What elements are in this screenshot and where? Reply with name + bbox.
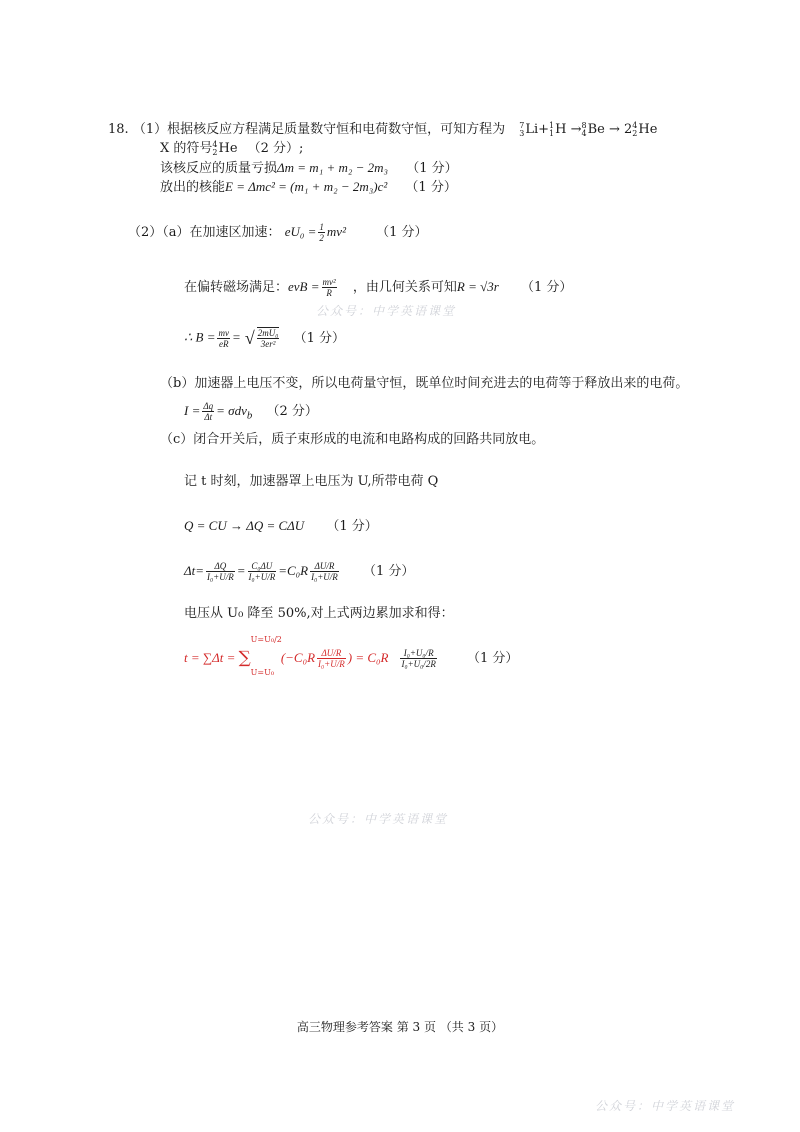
mass-defect-formula: Δm = m₁ + m₂ − 2m₃	[277, 160, 389, 175]
subpart-label: （b）	[160, 376, 195, 391]
frac-den: I₀+U/R	[248, 572, 276, 582]
half-fraction	[318, 222, 325, 243]
b-fraction	[217, 328, 230, 349]
score: （2 分）;	[247, 141, 304, 156]
subpart-label: （c）	[160, 432, 194, 447]
sigma-symbol: ∑	[238, 648, 251, 669]
energy-formula: E = Δmc² = (m₁ + m₂ − 2m₃)c²	[225, 179, 388, 194]
frac-num: ΔU/R	[317, 648, 346, 659]
sum-upper-limit: U=U₀/2	[250, 635, 282, 645]
frac-num: Δq	[203, 401, 214, 411]
charge-formula: Q = CU → ΔQ = CΔU	[184, 518, 305, 533]
sum-text: 电压从 U₀ 降至 50%,对上式两边累加求和得：	[184, 606, 454, 621]
b-lhs: ∴ B =	[184, 329, 216, 345]
dt-lhs: Δt=	[184, 563, 205, 578]
he-charge: 2	[632, 128, 638, 138]
frac-den: R	[326, 288, 332, 298]
time-mid: (−C₀R	[280, 650, 316, 665]
question-number: 18.	[108, 122, 129, 137]
accel-lhs: eU₀ =	[284, 224, 317, 239]
p2c-line	[160, 431, 544, 449]
nuclear-equation	[519, 122, 657, 137]
ln-fraction	[400, 648, 436, 669]
be-mass: 8	[581, 120, 587, 130]
score: （2 分）	[266, 404, 318, 419]
frac-den: I₀+U₀/2R	[401, 659, 436, 669]
frac-num: ΔU/R	[310, 561, 339, 572]
geometry-text: ，由几何关系可知	[352, 280, 457, 295]
dt-fraction-1	[206, 561, 235, 582]
accel-text: 在加速区加速：	[189, 225, 281, 240]
frac-den: I₀+U/R	[207, 572, 234, 582]
watermark: 公众号：中学英语课堂	[316, 304, 457, 318]
part-label: （1）	[132, 122, 168, 137]
charge-conservation-text: 加速器上电压不变，所以电荷量守恒，既单位时间充进去的电荷等于释放出来的电荷。	[194, 376, 689, 391]
equals-sign: =	[236, 563, 246, 578]
radius-relation: R = √3r	[456, 279, 499, 294]
energy-text: 放出的核能	[160, 180, 226, 195]
score: （1 分）	[466, 651, 519, 666]
charge-line	[184, 517, 378, 536]
score: （1 分）	[376, 225, 428, 240]
dt-mid: =C₀R	[278, 563, 309, 578]
sum-lower-limit: U=U₀	[250, 667, 275, 677]
equals-sign: =	[231, 329, 241, 345]
time-note: 记 t 时刻，加速器罩上电压为 U,所带电荷 Q	[184, 474, 439, 489]
dt-fraction-2	[248, 561, 277, 582]
frac-den: Δt	[204, 412, 213, 422]
li-charge: 3	[519, 128, 525, 138]
he-mass: 4	[632, 120, 638, 130]
page-footer: 高三物理参考答案 第 3 页 （共 3 页）	[296, 1020, 504, 1034]
q18-p1-line1	[108, 121, 657, 139]
x-element: He	[218, 141, 238, 156]
time-fraction	[317, 648, 346, 669]
frac-den: 3er²	[260, 339, 276, 349]
sqrt-fraction	[257, 327, 280, 349]
score: （1 分）	[406, 161, 458, 176]
p2a-line	[128, 222, 428, 243]
b-result-line	[184, 327, 345, 349]
sqrt-sign: √	[244, 328, 255, 348]
be-symbol: Be → 2	[587, 122, 633, 137]
accel-rhs: mv²	[326, 224, 346, 239]
part-label: （2）	[128, 225, 163, 240]
current-fraction	[202, 401, 214, 422]
h-symbol: H →	[555, 122, 582, 137]
current-subscript: b	[246, 409, 253, 422]
frac-num: 2mU₀	[257, 328, 279, 338]
time-close: ) = C₀R	[347, 650, 389, 665]
x-mass: 4	[212, 139, 218, 149]
frac-num: I₀+U₀/R	[400, 648, 436, 659]
score: （1 分）	[520, 280, 573, 295]
field-lhs: evB =	[288, 279, 320, 294]
energy-line	[160, 178, 457, 197]
frac-num: C₀ΔU	[248, 561, 277, 572]
li-mass: 7	[519, 120, 525, 130]
time-lhs: t = ∑Δt =	[184, 650, 239, 665]
frac-den: I₀+U/R	[311, 572, 338, 582]
sum-text-line	[184, 605, 454, 623]
summation	[238, 635, 282, 677]
watermark: 公众号：中学英语课堂	[595, 1099, 736, 1113]
mass-defect-line	[160, 159, 458, 178]
p2b-line	[160, 375, 688, 393]
p1-text: 根据核反应方程满足质量数守恒和电荷数守恒，可知方程为	[167, 122, 506, 137]
dt-fraction-3	[310, 561, 339, 582]
field-fraction	[322, 277, 337, 298]
field-text: 在偏转磁场满足：	[184, 280, 289, 295]
discharge-text: 闭合开关后，质子束形成的电流和电路构成的回路共同放电。	[193, 432, 545, 447]
frac-num: mv	[218, 327, 229, 338]
note-line	[184, 473, 438, 491]
current-rhs: = σdv	[216, 403, 247, 418]
h-charge: 1	[549, 128, 555, 138]
be-charge: 4	[581, 128, 587, 138]
he-symbol: He	[638, 122, 658, 137]
current-lhs: I =	[184, 403, 201, 418]
frac-num: 1	[319, 222, 324, 232]
frac-num: mv²	[322, 277, 336, 287]
dt-line	[184, 561, 414, 582]
score: （1 分）	[362, 564, 415, 579]
current-line	[184, 401, 318, 425]
li-symbol: Li+	[525, 122, 550, 137]
score: （1 分）	[405, 180, 457, 195]
frac-den: eR	[218, 338, 229, 349]
x-prefix: X 的符号	[160, 141, 213, 156]
score: （1 分）	[293, 330, 345, 346]
score: （1 分）	[326, 519, 378, 534]
x-charge: 2	[212, 147, 218, 157]
field-line	[184, 277, 572, 298]
x-symbol-line	[160, 140, 303, 158]
frac-num: ΔQ	[206, 561, 235, 572]
frac-den: I₀+U/R	[318, 659, 345, 669]
watermark: 公众号：中学英语课堂	[308, 812, 449, 826]
frac-den: 2	[319, 233, 324, 243]
time-result-line	[184, 635, 519, 677]
h-mass: 1	[549, 120, 555, 130]
subpart-label: （a）	[162, 225, 190, 240]
mass-defect-text: 该核反应的质量亏损	[160, 161, 278, 176]
